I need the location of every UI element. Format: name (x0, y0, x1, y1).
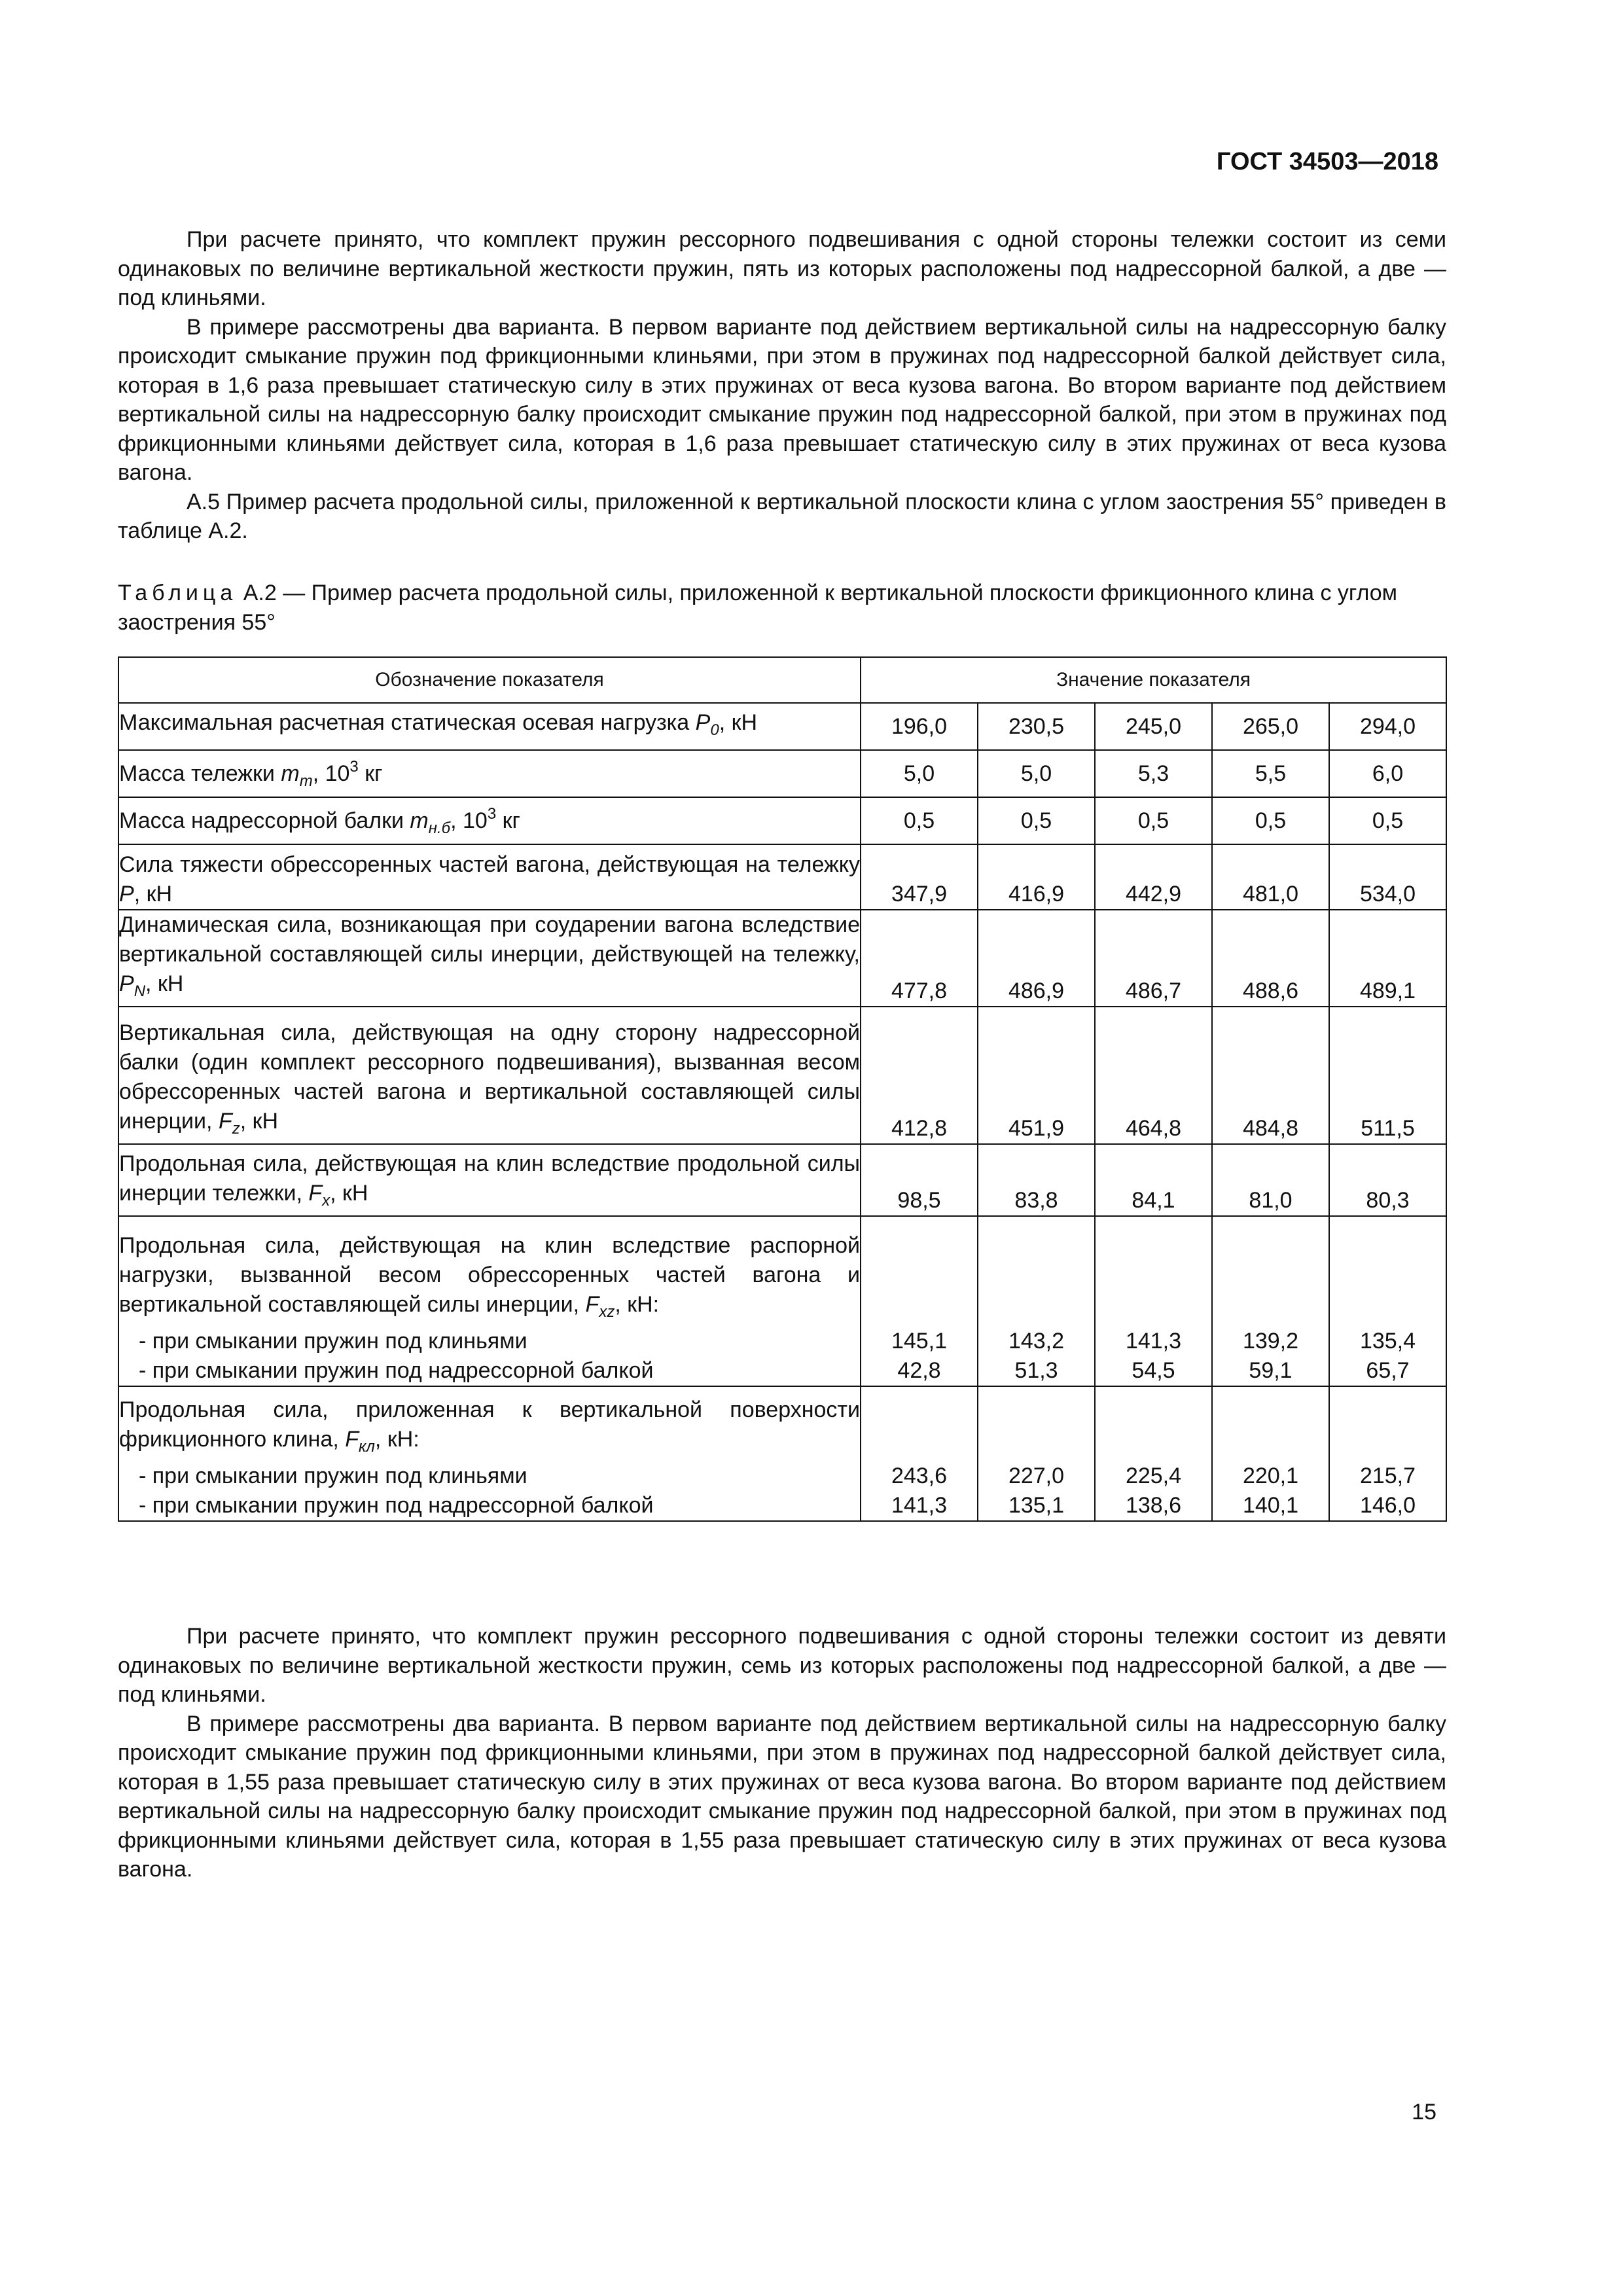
value-case-2: 42,8 (897, 1358, 941, 1383)
unit-text: , кН (145, 971, 184, 996)
value-case-2: 59,1 (1249, 1358, 1293, 1383)
value-cell: 486,9 (978, 910, 1095, 1007)
label-text: Продольная сила, приложенная к вертикальной поверхности фрикционного клина, (119, 1397, 860, 1452)
value-case-2: 140,1 (1242, 1493, 1299, 1518)
value-cell: 0,5 (1329, 797, 1446, 844)
row-label (118, 1216, 861, 1386)
symbol: F (585, 1292, 599, 1317)
value-cell: 451,9 (978, 1007, 1095, 1144)
value-cell: 5,0 (978, 750, 1095, 797)
symbol-subscript: т (299, 772, 313, 790)
row-label (118, 1007, 861, 1144)
value-case-2: 54,5 (1132, 1358, 1175, 1383)
value-case-1: 135,4 (1359, 1329, 1416, 1354)
symbol: F (345, 1427, 359, 1452)
symbol-subscript: н.б (428, 819, 451, 837)
intro-paragraph-1: При расчете принято, что комплект пружин рессорного подвешивания с одной стороны тележки состоит из семи одинаковых по величине вертикальной жесткости пружин, пять из которых расположены под надрессорной балкой, а две — под клиньями. (118, 227, 1446, 310)
unit-text: , кН (240, 1109, 279, 1134)
value-cell: 80,3 (1329, 1144, 1446, 1216)
symbol: P (119, 971, 134, 996)
label-text: Масса тележки (119, 761, 281, 786)
value-cell: 0,5 (1212, 797, 1329, 844)
value-cell: 486,7 (1095, 910, 1212, 1007)
symbol-subscript: xz (599, 1303, 615, 1321)
label-text: Максимальная расчетная статическая осевая нагрузка (119, 710, 696, 735)
table-row (118, 1216, 1446, 1386)
table-caption-prefix: Таблица (118, 581, 238, 605)
value-case-2: 138,6 (1125, 1493, 1182, 1518)
table-header-row (118, 657, 1446, 703)
label-text: Масса надрессорной балки (119, 808, 410, 833)
case-item: - при смыкании пружин под надрессорной балкой (139, 1493, 654, 1518)
label-text: Продольная сила, действующая на клин вследствие распорной нагрузки, вызванной весом обрессоренных частей вагона и вертикальной составляющей силы инерции, (119, 1233, 860, 1317)
page-number: 15 (1412, 2100, 1436, 2125)
value-case-1: 243,6 (891, 1463, 948, 1488)
document-code-header: ГОСТ 34503—2018 (1216, 148, 1438, 175)
value-cell: 464,8 (1095, 1007, 1212, 1144)
value-cell: 534,0 (1329, 844, 1446, 910)
symbol: P (119, 882, 134, 906)
value-cell (1329, 1216, 1446, 1386)
intro-text (118, 225, 1446, 546)
value-cell (1212, 1386, 1329, 1521)
row-label (118, 910, 861, 1007)
value-case-1: 143,2 (1008, 1329, 1065, 1354)
value-cell: 489,1 (1329, 910, 1446, 1007)
value-cell: 6,0 (1329, 750, 1446, 797)
symbol: P (695, 710, 711, 735)
intro-paragraph-2: В примере рассмотрены два варианта. В первом варианте под действием вертикальной силы на надрессорную балку происходит смыкание пружин под фрикционными клиньями, при этом в пружинах под надрессорной балкой действует сила, которая в 1,6 раза превышает статическую силу в этих пружинах от веса кузова вагона. Во втором варианте под действием вертикальной силы на надрессорную балку происходит смыкание пружин под надрессорной балкой, при этом в пружинах под фрикционными клиньями действует сила, которая в 1,6 раза превышает статическую силу в этих пружинах от веса кузова вагона. (118, 314, 1446, 485)
unit-text: , 10 (450, 808, 488, 833)
table-caption (118, 579, 1446, 637)
value-cell: 0,5 (861, 797, 978, 844)
table-row (118, 1144, 1446, 1216)
value-cell: 416,9 (978, 844, 1095, 910)
unit-text: , кН (719, 710, 758, 735)
value-cell: 5,3 (1095, 750, 1212, 797)
table-row (118, 1386, 1446, 1521)
table-row (118, 910, 1446, 1007)
unit-text: , 10 (312, 761, 350, 786)
outro-text (118, 1622, 1446, 1884)
outro-paragraph-1: При расчете принято, что комплект пружин рессорного подвешивания с одной стороны тележки состоит из девяти одинаковых по величине вертикальной жесткости пружин, семь из которых расположены под надрессорной балкой, а две — под клиньями. (118, 1624, 1446, 1707)
outro-paragraph-2: В примере рассмотрены два варианта. В первом варианте под действием вертикальной силы на надрессорную балку происходит смыкание пружин под фрикционными клиньями, при этом в пружинах под надрессорной балкой действует сила, которая в 1,55 раза превышает статическую силу в этих пружинах от веса кузова вагона. Во втором варианте под действием вертикальной силы на надрессорную балку происходит смыкание пружин под надрессорной балкой, при этом в пружинах под фрикционными клиньями действует сила, которая в 1,55 раза превышает статическую силу в этих пружинах от веса кузова вагона. (118, 1711, 1446, 1882)
value-cell (978, 1216, 1095, 1386)
row-label (118, 1386, 861, 1521)
unit-suffix: кг (358, 761, 383, 786)
value-cell (861, 1216, 978, 1386)
value-case-2: 141,3 (891, 1493, 948, 1518)
value-case-1: 139,2 (1242, 1329, 1299, 1354)
table-caption-text: А.2 — Пример расчета продольной силы, приложенной к вертикальной плоскости фрикционного клина с углом заострения 55° (118, 581, 1398, 635)
case-item: - при смыкании пружин под надрессорной балкой (139, 1358, 654, 1383)
unit-text: , кН: (615, 1292, 660, 1317)
unit-text: , кН: (374, 1427, 419, 1452)
row-label (118, 844, 861, 910)
value-cell: 481,0 (1212, 844, 1329, 910)
value-case-1: 141,3 (1125, 1329, 1182, 1354)
value-case-1: 145,1 (891, 1329, 948, 1354)
case-item: - при смыкании пружин под клиньями (139, 1463, 527, 1488)
symbol: m (410, 808, 429, 833)
value-case-2: 51,3 (1014, 1358, 1058, 1383)
value-cell: 488,6 (1212, 910, 1329, 1007)
value-cell (861, 1386, 978, 1521)
table-row (118, 844, 1446, 910)
row-label (118, 703, 861, 750)
value-cell: 5,5 (1212, 750, 1329, 797)
label-text: Динамическая сила, возникающая при соударении вагона вследствие вертикальной составляющей силы инерции, действующей на тележку, (119, 912, 860, 967)
table-body (118, 703, 1446, 1521)
value-cell: 0,5 (978, 797, 1095, 844)
table-row (118, 750, 1446, 797)
value-cell: 5,0 (861, 750, 978, 797)
label-text: Продольная сила, действующая на клин вследствие продольной силы инерции тележки, (119, 1151, 860, 1206)
value-cell (1095, 1216, 1212, 1386)
value-case-1: 225,4 (1125, 1463, 1182, 1488)
value-cell: 477,8 (861, 910, 978, 1007)
calculation-table (118, 656, 1447, 1522)
unit-suffix: кг (496, 808, 520, 833)
row-label (118, 1144, 861, 1216)
value-cell: 442,9 (1095, 844, 1212, 910)
value-cell: 230,5 (978, 703, 1095, 750)
value-cell: 511,5 (1329, 1007, 1446, 1144)
value-cell: 347,9 (861, 844, 978, 910)
table-row (118, 797, 1446, 844)
label-text: Вертикальная сила, действующая на одну сторону надрессорной балки (один комплект рессорного подвешивания), вызванная весом обрессоренных частей вагона и вертикальной составляющей силы инерции, (119, 1020, 860, 1134)
table-row (118, 703, 1446, 750)
case-item: - при смыкании пружин под клиньями (139, 1329, 527, 1354)
symbol: F (218, 1109, 232, 1134)
value-cell: 98,5 (861, 1144, 978, 1216)
value-case-2: 135,1 (1008, 1493, 1065, 1518)
value-cell: 81,0 (1212, 1144, 1329, 1216)
value-cell: 83,8 (978, 1144, 1095, 1216)
symbol-subscript: кл (359, 1438, 375, 1456)
symbol-subscript: x (322, 1192, 330, 1210)
value-cell: 196,0 (861, 703, 978, 750)
symbol: m (281, 761, 300, 786)
value-cell: 84,1 (1095, 1144, 1212, 1216)
value-cell: 294,0 (1329, 703, 1446, 750)
unit-text: , кН (330, 1181, 368, 1206)
value-case-2: 65,7 (1366, 1358, 1410, 1383)
value-cell (1329, 1386, 1446, 1521)
intro-paragraph-3: А.5 Пример расчета продольной силы, приложенной к вертикальной плоскости клина с углом заострения 55° приведен в таблице А.2. (118, 489, 1446, 543)
value-cell (1212, 1216, 1329, 1386)
col-header-indicator: Обозначение показателя (118, 657, 861, 703)
unit-text: , кН (134, 882, 173, 906)
label-text: Сила тяжести обрессоренных частей вагона, действующая на тележку (119, 852, 860, 877)
value-cell: 265,0 (1212, 703, 1329, 750)
col-header-values: Значение показателя (861, 657, 1446, 703)
symbol: F (308, 1181, 323, 1206)
value-case-1: 215,7 (1359, 1463, 1416, 1488)
symbol-subscript: z (232, 1120, 240, 1138)
value-cell: 0,5 (1095, 797, 1212, 844)
value-cell: 412,8 (861, 1007, 978, 1144)
value-cell: 245,0 (1095, 703, 1212, 750)
unit-exponent: 3 (349, 757, 359, 776)
row-label (118, 797, 861, 844)
unit-exponent: 3 (487, 804, 497, 823)
value-case-1: 220,1 (1242, 1463, 1299, 1488)
value-cell (978, 1386, 1095, 1521)
symbol-subscript: N (134, 982, 146, 1000)
value-cell: 484,8 (1212, 1007, 1329, 1144)
value-case-2: 146,0 (1359, 1493, 1416, 1518)
row-label (118, 750, 861, 797)
table-row (118, 1007, 1446, 1144)
value-case-1: 227,0 (1008, 1463, 1065, 1488)
symbol-subscript: 0 (710, 721, 719, 739)
value-cell (1095, 1386, 1212, 1521)
